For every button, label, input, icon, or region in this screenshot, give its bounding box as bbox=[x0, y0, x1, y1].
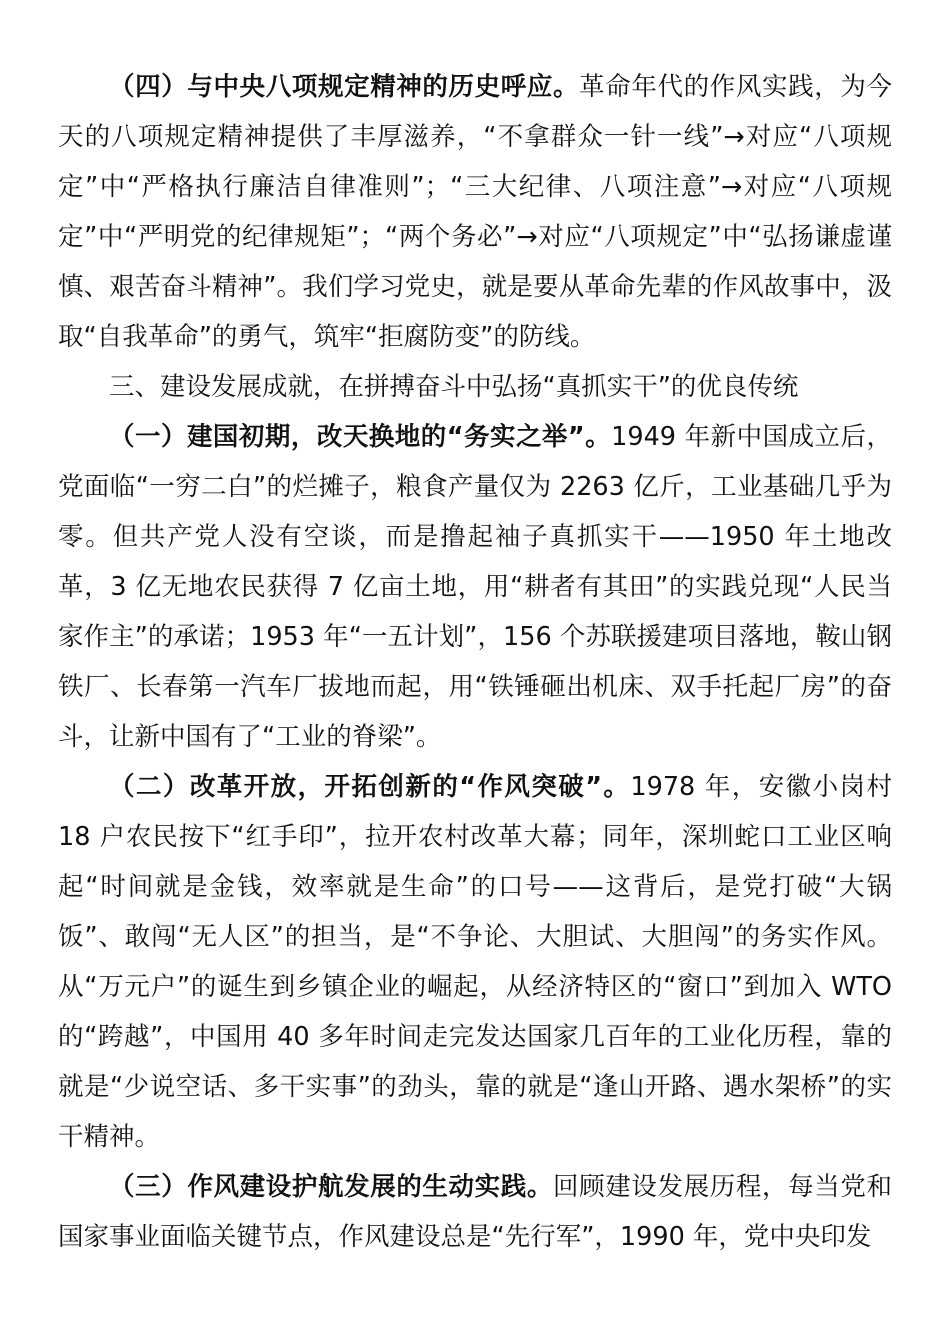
paragraph-lead: （一）建国初期，改天换地的“务实之举”。 bbox=[109, 422, 612, 452]
paragraph-section-3-item-3 bbox=[58, 1162, 892, 1262]
document-page bbox=[58, 62, 892, 1262]
section-heading: 三、建设发展成就，在拼搏奋斗中弘扬“真抓实干”的优良传统 bbox=[109, 372, 799, 402]
paragraph-lead: （二）改革开放，开拓创新的“作风突破”。 bbox=[109, 772, 631, 802]
paragraph-lead: （三）作风建设护航发展的生动实践。 bbox=[109, 1172, 554, 1202]
paragraph-body: 回顾建设发展历程，每当党和国家事业面临关键节点，作风建设总是“先行军”，1990 年，党中央印发 bbox=[58, 1172, 892, 1252]
paragraph-body: 1949 年新中国成立后，党面临“一穷二白”的烂摊子，粮食产量仅为 2263 亿斤，工业基础几乎为零。但共产党人没有空谈，而是撸起袖子真抓实干——1950 年土地改革，3 亿无地农民获得 7 亿亩土地，用“耕者有其田”的实践兑现“人民当家作主”的承诺；1953 年“一五计划”，156 个苏联援建项目落地，鞍山钢铁厂、长春第一汽车厂拔地而起，用“铁锤砸出机床、双手托起厂房”的奋斗，让新中国有了“工业的脊梁”。 bbox=[58, 422, 892, 752]
paragraph-body: 1978 年，安徽小岗村 18 户农民按下“红手印”，拉开农村改革大幕；同年，深圳蛇口工业区响起“时间就是金钱，效率就是生命”的口号——这背后，是党打破“大锅饭”、敢闯“无人区”的担当，是“不争论、大胆试、大胆闯”的务实作风。从“万元户”的诞生到乡镇企业的崛起，从经济特区的“窗口”到加入 WTO 的“跨越”，中国用 40 多年时间走完发达国家几百年的工业化历程，靠的就是“少说空话、多干实事”的劲头，靠的就是“逢山开路、遇水架桥”的实干精神。 bbox=[58, 772, 892, 1152]
paragraph-body: 革命年代的作风实践，为今天的八项规定精神提供了丰厚滋养，“不拿群众一针一线”→对应“八项规定”中“严格执行廉洁自律准则”；“三大纪律、八项注意”→对应“八项规定”中“严明党的纪律规矩”；“两个务必”→对应“八项规定”中“弘扬谦虚谨慎、艰苦奋斗精神”。我们学习党史，就是要从革命先辈的作风故事中，汲取“自我革命”的勇气，筑牢“拒腐防变”的防线。 bbox=[58, 72, 892, 352]
paragraph-lead: （四）与中央八项规定精神的历史呼应。 bbox=[109, 72, 580, 102]
paragraph-section-3-item-1 bbox=[58, 412, 892, 762]
paragraph-section-2-item-4 bbox=[58, 62, 892, 362]
paragraph-section-3-item-2 bbox=[58, 762, 892, 1162]
